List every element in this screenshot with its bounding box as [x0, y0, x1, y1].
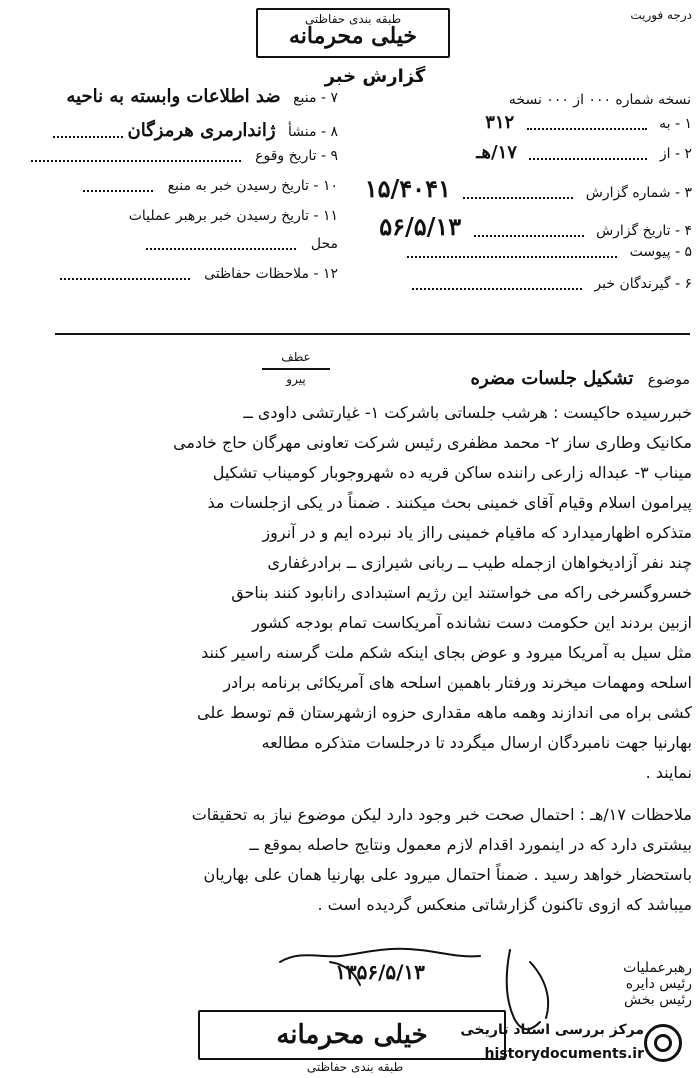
field-5: [352, 244, 692, 260]
body-line-13: نمایند .: [645, 763, 692, 782]
body-line-12: بهارنیا جهت نامبردگان ارسال میگردد تا درجلسات متذکره مطالعه: [261, 733, 692, 752]
notes-line-2: بیشتری دارد که در اینمورد اقدام لازم معمول ونتایج حاصله بموقع ــ: [249, 835, 692, 854]
report-body: [16, 398, 692, 828]
field-8-value: ژاندارمری هرمزگان: [127, 120, 276, 141]
field-6-label: ۶ - گیرندگان خبر: [594, 276, 692, 292]
body-line-10: اسلحه ومهمات میخرند ورفتار باهمین اسلحه های آمریکائی برنامه برادر: [223, 673, 692, 692]
field-2: [352, 142, 692, 163]
report-title: گزارش خبر: [324, 66, 426, 87]
subject-label: موضوع: [647, 372, 690, 388]
body-line-7: خسروگسرخی راکه می خواستند این رژیم استبدادی رانابود کنند بناحق: [231, 583, 692, 602]
field-3-value: ۱۵/۴۰۴۱: [364, 174, 451, 203]
body-line-9: مثل سیل به آمریکا میرود و عوض بجای اینکه شکم ملت گرسنه راسیر کنند: [201, 643, 692, 662]
field-1: [352, 112, 692, 133]
body-line-8: ازبین بردند این حکومت دست نشانده آمریکاست تمام بودجه کشور: [252, 613, 692, 632]
signoff-line-1: رهبرعملیات: [623, 960, 692, 976]
body-line-11: کشی براه می اندازند وهمه ماهه مقداری حزوه ازشهرستان قم توسط علی: [197, 703, 692, 722]
field-10-label: ۱۰ - تاریخ رسیدن خبر به منبع: [167, 178, 338, 194]
field-12-label: ۱۲ - ملاحظات حفاظتی: [204, 266, 338, 282]
field-10: [12, 178, 338, 194]
classification-stamp: [256, 8, 450, 58]
field-7-label: ۷ - منبع: [293, 90, 338, 106]
field-1-label: ۱ - به: [659, 116, 692, 132]
top-right-line: نسخه شماره ۰۰۰ از ۰۰۰ نسخه: [508, 92, 691, 108]
left-fields: [12, 86, 338, 306]
body-line-6: چند نفر آزادیخواهان ازجمله طیب ــ ربانی شیرازی ــ برادرغفاری: [267, 553, 692, 572]
body-line-3: میناب ۳- عبداله زارعی راننده ساکن قریه ده شهروجوبار کومیناب تشکیل: [212, 463, 692, 482]
field-4-value: ۵۶/۵/۱۳: [379, 212, 462, 241]
field-11-loc: [12, 236, 338, 252]
field-6: [352, 276, 692, 292]
atf-label: عطف: [281, 350, 311, 364]
field-9-label: ۹ - تاریخ وقوع: [255, 148, 338, 164]
field-3-label: ۳ - شماره گزارش: [585, 185, 692, 201]
field-7: [12, 86, 338, 107]
bottom-caption: طبقه بندی حفاظتی: [306, 1060, 404, 1074]
watermark-line-2: historydocuments.ir: [484, 1046, 644, 1062]
notes-line-4: میباشد که ازوی تاکنون گزارشاتی منعکس گردیده است .: [317, 895, 692, 914]
report-notes: [16, 800, 692, 920]
body-line-4: پیرامون اسلام وقیام آقای خمینی بحث میکنند . ضمناً در یکی ازجلسات مذ: [207, 493, 692, 512]
priority-label: درجه فوریت: [630, 8, 692, 22]
field-4-label: ۴ - تاریخ گزارش: [596, 223, 692, 239]
body-line-5: متذکره اظهارمیدارد که ماقیام خمینی رااز یاد نبرده ایم و در آنروز: [262, 523, 692, 542]
field-4: [352, 212, 692, 241]
body-line-2: مکانیک وطاری ساز ۲- محمد مظفری رئیس شرکت تعاونی مهرگان حاج خادمی: [173, 433, 692, 452]
field-2-label: ۲ - از: [659, 146, 692, 162]
field-3: [352, 174, 692, 203]
atf-line: [262, 368, 330, 370]
section-divider: [55, 333, 690, 335]
field-5-label: ۵ - پیوست: [629, 244, 692, 260]
field-11-loc-label: محل: [310, 236, 338, 252]
notes-line-3: باستحضار خواهد رسید . ضمناً احتمال میرود علی بهارنیا همان علی بهاریان: [203, 865, 692, 884]
body-line-1: خبررسیده حاکیست : هرشب جلساتی باشرکت ۱- غیارتشی داودی ــ: [243, 403, 692, 422]
field-9: [12, 148, 338, 164]
subject-row: [430, 368, 690, 389]
right-fields: [352, 112, 692, 317]
field-12: [12, 266, 338, 282]
field-1-value: ۳۱۲: [485, 112, 515, 133]
classification-value: خیلی محرمانه: [288, 23, 418, 49]
signoff-line-3: رئیس بخش: [624, 992, 692, 1008]
bottom-stamp-value: خیلی محرمانه: [276, 1020, 428, 1050]
signoff-line-2: رئیس دایره: [625, 976, 692, 992]
watermark-logo-icon: [644, 1024, 682, 1062]
peyro-label: پیرو: [286, 372, 306, 386]
classification-title: طبقه بندی حفاظتی: [304, 12, 402, 26]
subject-value: تشکیل جلسات مضره: [470, 368, 634, 389]
watermark-line-1: مرکز بررسی اسناد تاریخی: [460, 1022, 644, 1038]
field-8: [12, 120, 338, 141]
field-8-label: ۸ - منشأ: [288, 124, 338, 140]
field-11-label: ۱۱ - تاریخ رسیدن خبر برهبر عملیات: [128, 208, 338, 224]
field-11: [12, 208, 338, 224]
field-7-value: ضد اطلاعات وابسته به ناحیه: [66, 86, 281, 107]
notes-line-1: ملاحظات ۱۷/هـ : احتمال صحت خبر وجود دارد لیکن موضوع نیاز به تحقیقات: [191, 805, 692, 824]
watermark: [428, 1016, 688, 1074]
signature-date: ۱۳۵۶/۵/۱۳: [335, 960, 425, 984]
field-2-value: ۱۷/هـ: [476, 142, 517, 163]
